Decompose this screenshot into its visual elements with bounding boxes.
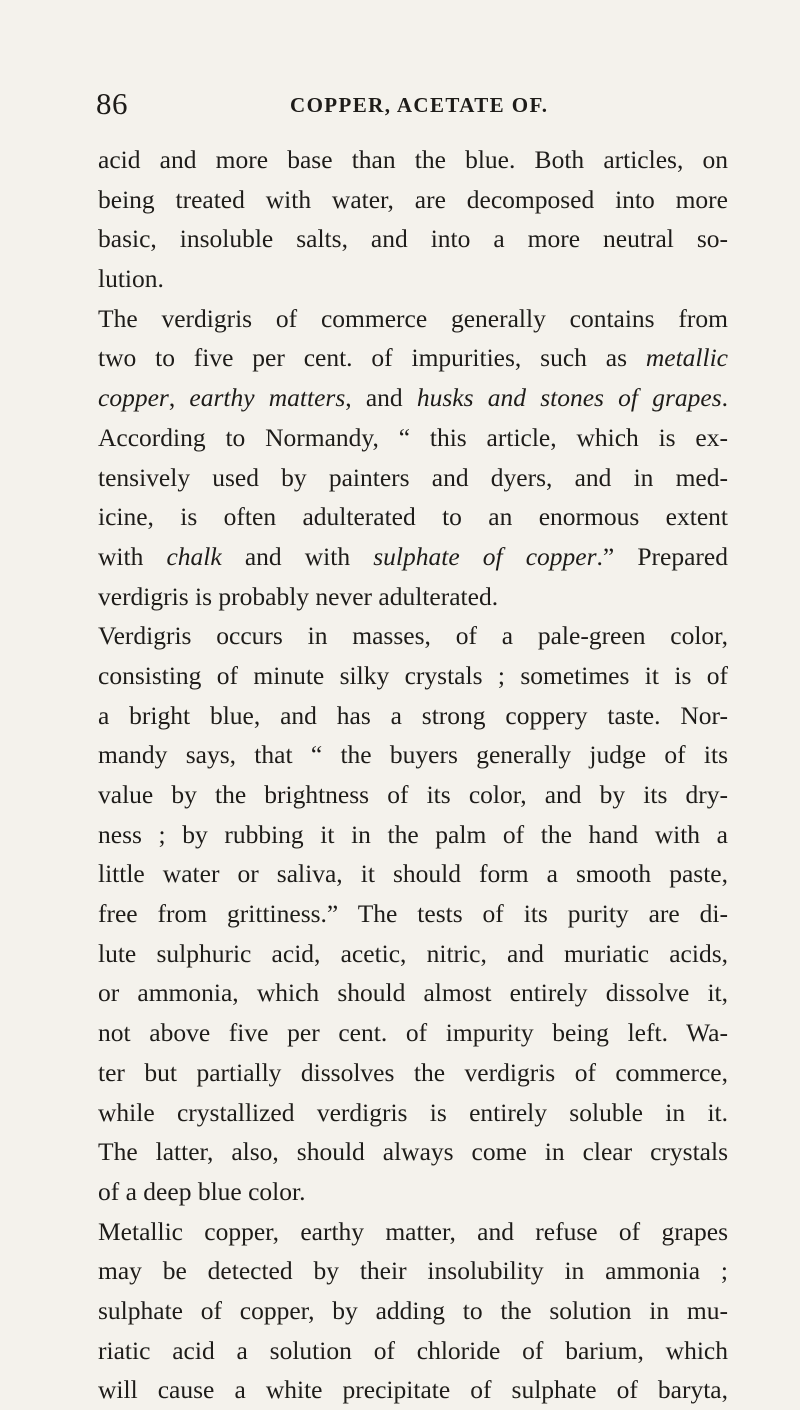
- body-text: [98, 140, 728, 1410]
- italic-term: copper: [98, 383, 169, 413]
- text-run: ness ; by rubbing it in the palm of the hand with a: [98, 819, 728, 849]
- italic-term: metallic: [645, 343, 728, 373]
- text-line: [98, 934, 728, 974]
- text-line: [98, 973, 728, 1013]
- page-header: [96, 86, 728, 126]
- text-run: may be detected by their insolubility in ammonia ;: [98, 1256, 728, 1286]
- italic-term: sulphate of copper: [373, 541, 597, 571]
- text-run: will cause a white precipitate of sulphate of baryta,: [98, 1375, 728, 1405]
- italic-term: husks and stones of grapes: [416, 383, 722, 413]
- text-line: [98, 696, 728, 736]
- text-run: little water or saliva, it should form a smooth paste,: [98, 859, 728, 889]
- text-line: [98, 1172, 728, 1212]
- text-run: mandy says, that “ the buyers generally judge of its: [98, 740, 728, 770]
- text-run: a bright blue, and has a strong coppery taste. Nor-: [98, 700, 728, 730]
- text-run: acid and more base than the blue. Both articles, on: [98, 145, 728, 174]
- text-line: [98, 180, 728, 220]
- text-line: [98, 299, 728, 339]
- text-line: [98, 1212, 728, 1252]
- text-run: The verdigris of commerce generally contains from: [98, 303, 728, 333]
- text-line: [98, 577, 728, 617]
- text-run: .” Prepared: [596, 541, 728, 571]
- text-line: [98, 378, 728, 418]
- text-run: two to five per cent. of impurities, such as: [98, 343, 646, 373]
- text-run: tensively used by painters and dyers, and in med-: [98, 462, 728, 492]
- text-line: [98, 1013, 728, 1053]
- text-line: [98, 735, 728, 775]
- text-run: with: [98, 541, 167, 571]
- text-run: Verdigris occurs in masses, of a pale-green color,: [98, 621, 728, 651]
- text-run: verdigris is probably never adulterated.: [98, 581, 499, 611]
- text-line: [98, 259, 728, 299]
- text-run: basic, insoluble salts, and into a more neutral so-: [98, 224, 728, 254]
- text-line: [98, 1370, 728, 1410]
- text-line: [98, 656, 728, 696]
- text-run: of a deep blue color.: [98, 1176, 306, 1206]
- text-run: lute sulphuric acid, acetic, nitric, and muriatic acids,: [98, 938, 728, 968]
- page-number: 86: [96, 86, 128, 121]
- text-line: [98, 894, 728, 934]
- text-line: [98, 1132, 728, 1172]
- text-line: [98, 1331, 728, 1371]
- text-line: [98, 497, 728, 537]
- text-line: [98, 815, 728, 855]
- text-run: riatic acid a solution of chloride of barium, which: [98, 1335, 728, 1365]
- text-run: .: [721, 383, 728, 413]
- text-run: free from grittiness.” The tests of its purity are di-: [98, 899, 728, 929]
- text-line: [98, 537, 728, 577]
- text-run: According to Normandy, “ this article, which is ex-: [98, 422, 728, 452]
- text-run: or ammonia, which should almost entirely dissolve it,: [98, 978, 728, 1008]
- text-line: [98, 418, 728, 458]
- text-run: ,: [168, 383, 190, 413]
- text-line: [98, 219, 728, 259]
- text-run: The latter, also, should always come in clear crystals: [98, 1137, 728, 1167]
- text-run: consisting of minute silky crystals ; sometimes it is of: [98, 660, 728, 690]
- text-line: [98, 458, 728, 498]
- text-run: and with: [221, 541, 374, 571]
- text-run: sulphate of copper, by adding to the solution in mu-: [98, 1295, 728, 1325]
- text-line: [98, 616, 728, 656]
- text-run: value by the brightness of its color, and by its dry-: [98, 780, 728, 809]
- text-line: [98, 1251, 728, 1291]
- text-run: not above five per cent. of impurity being left. Wa-: [98, 1018, 728, 1048]
- text-run: while crystallized verdigris is entirely soluble in it.: [98, 1097, 728, 1127]
- text-line: [98, 775, 728, 815]
- text-run: lution.: [98, 264, 164, 294]
- text-line: [98, 1093, 728, 1133]
- text-line: [98, 1053, 728, 1093]
- text-line: [98, 338, 728, 378]
- italic-term: chalk: [166, 541, 222, 571]
- text-run: ter but partially dissolves the verdigris of commerce,: [98, 1057, 728, 1087]
- text-run: being treated with water, are decomposed into more: [98, 184, 728, 214]
- italic-term: earthy matters: [189, 383, 346, 413]
- text-line: [98, 854, 728, 894]
- text-line: [98, 1291, 728, 1331]
- text-line: [98, 140, 728, 180]
- text-run: , and: [345, 383, 417, 413]
- text-run: Metallic copper, earthy matter, and refuse of grapes: [98, 1216, 728, 1246]
- text-run: icine, is often adulterated to an enormous extent: [98, 502, 728, 532]
- running-title: COPPER, ACETATE OF.: [290, 93, 549, 117]
